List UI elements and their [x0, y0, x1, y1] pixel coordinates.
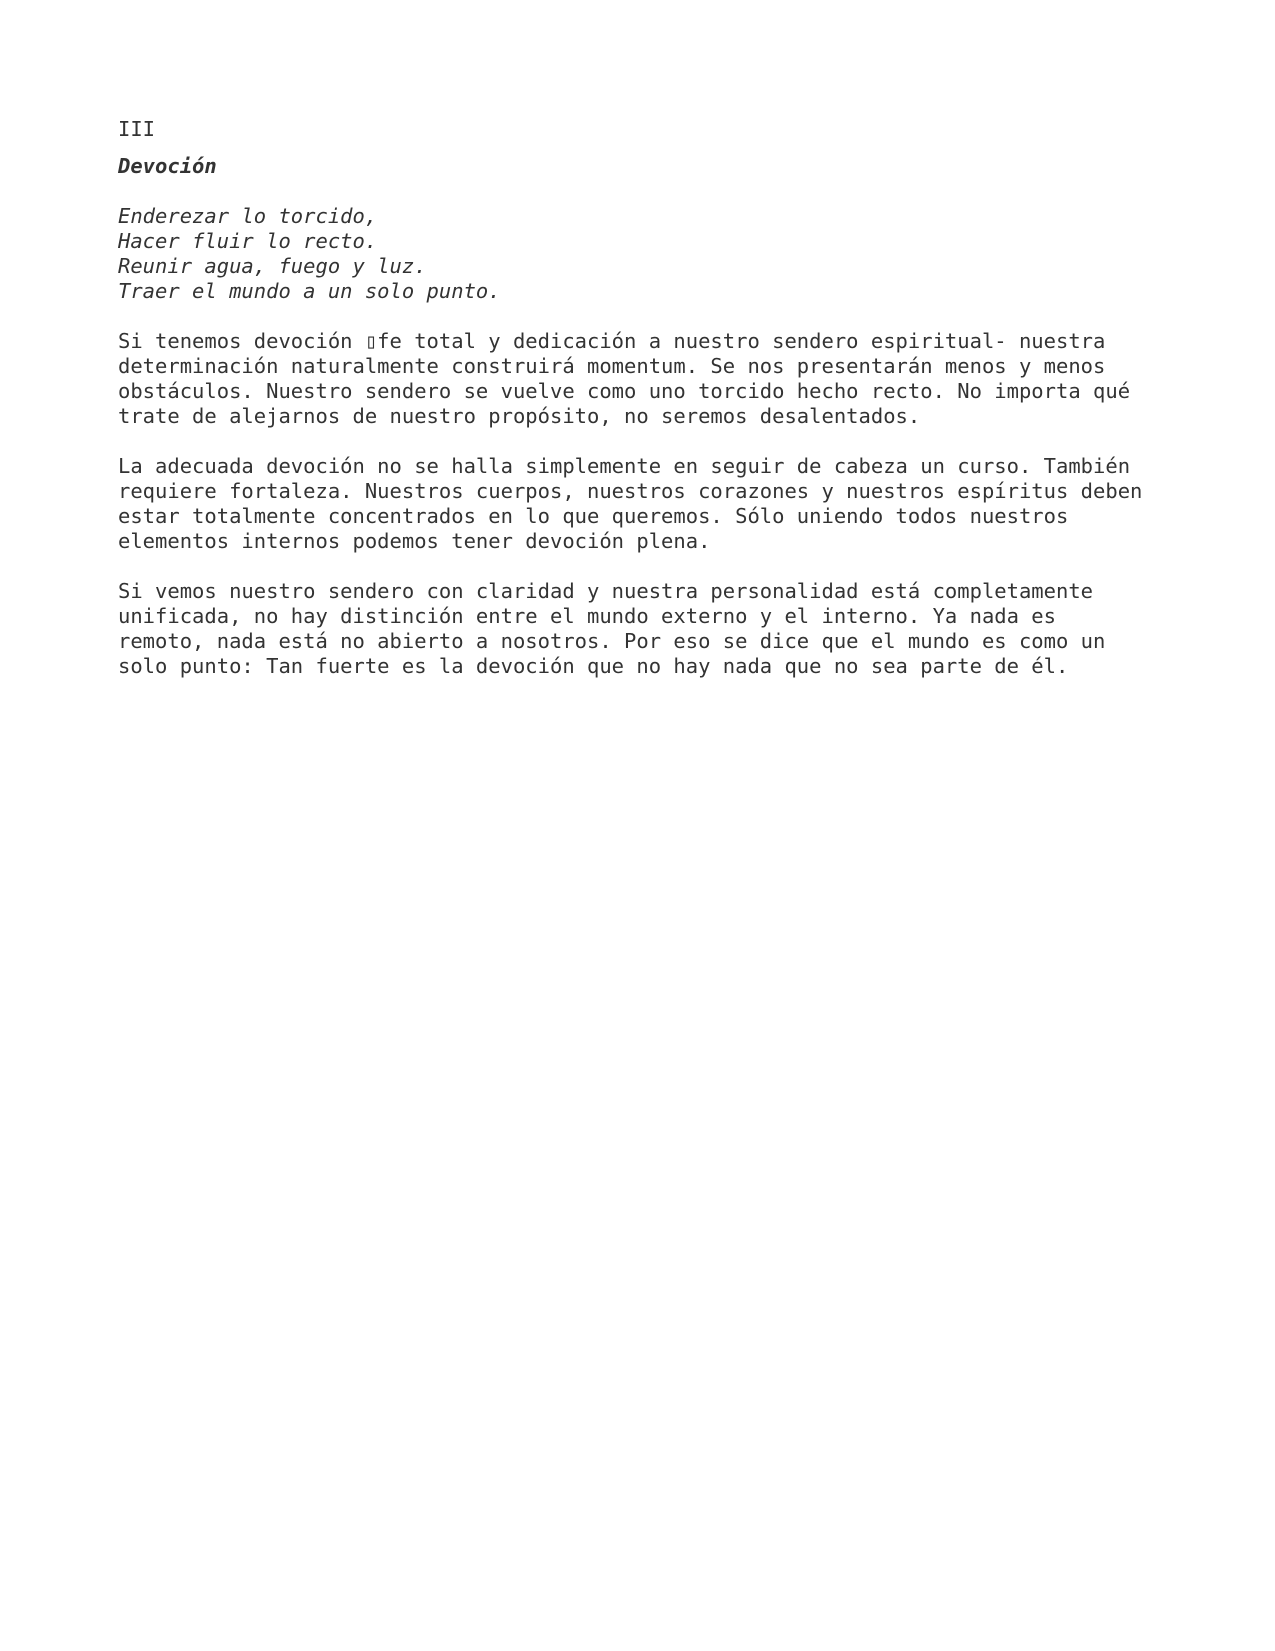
text-line: estar totalmente concentrados en lo que queremos. Sólo uniendo todos nuestros: [118, 504, 1069, 528]
poem-line: Traer el mundo a un solo punto.: [118, 279, 501, 303]
text-line: elementos internos podemos tener devoción plena.: [118, 529, 711, 553]
poem-line: Hacer fluir lo recto.: [118, 229, 378, 253]
paragraph-single-point: [118, 579, 1248, 679]
paragraph-devotion-strength: [118, 454, 1248, 554]
poem: [118, 204, 1248, 304]
text-line: La adecuada devoción no se halla simplemente en seguir de cabeza un curso. También: [118, 454, 1131, 478]
paragraph-devotion-momentum: [118, 329, 1248, 429]
text-line: requiere fortaleza. Nuestros cuerpos, nuestros corazones y nuestros espíritus deben: [118, 479, 1143, 503]
text-line: unificada, no hay distinción entre el mundo externo y el interno. Ya nada es: [118, 604, 1056, 628]
chapter-number: III: [118, 117, 156, 141]
text-line: Si tenemos devoción ▯fe total y dedicación a nuestro sendero espiritual- nuestra: [118, 329, 1106, 353]
text-line: obstáculos. Nuestro sendero se vuelve como uno torcido hecho recto. No importa qué: [118, 379, 1131, 403]
text-line: trate de alejarnos de nuestro propósito, no seremos desalentados.: [118, 404, 921, 428]
chapter-title: Devoción: [118, 154, 217, 178]
text-line: remoto, nada está no abierto a nosotros. Por eso se dice que el mundo es como un: [118, 629, 1106, 653]
poem-line: Reunir agua, fuego y luz.: [118, 254, 427, 278]
text-line: Si vemos nuestro sendero con claridad y nuestra personalidad está completamente: [118, 579, 1094, 603]
document-page: [118, 117, 1248, 679]
poem-line: Enderezar lo torcido,: [118, 204, 378, 228]
text-line: solo punto: Tan fuerte es la devoción que no hay nada que no sea parte de él.: [118, 654, 1069, 678]
text-line: determinación naturalmente construirá momentum. Se nos presentarán menos y menos: [118, 354, 1106, 378]
